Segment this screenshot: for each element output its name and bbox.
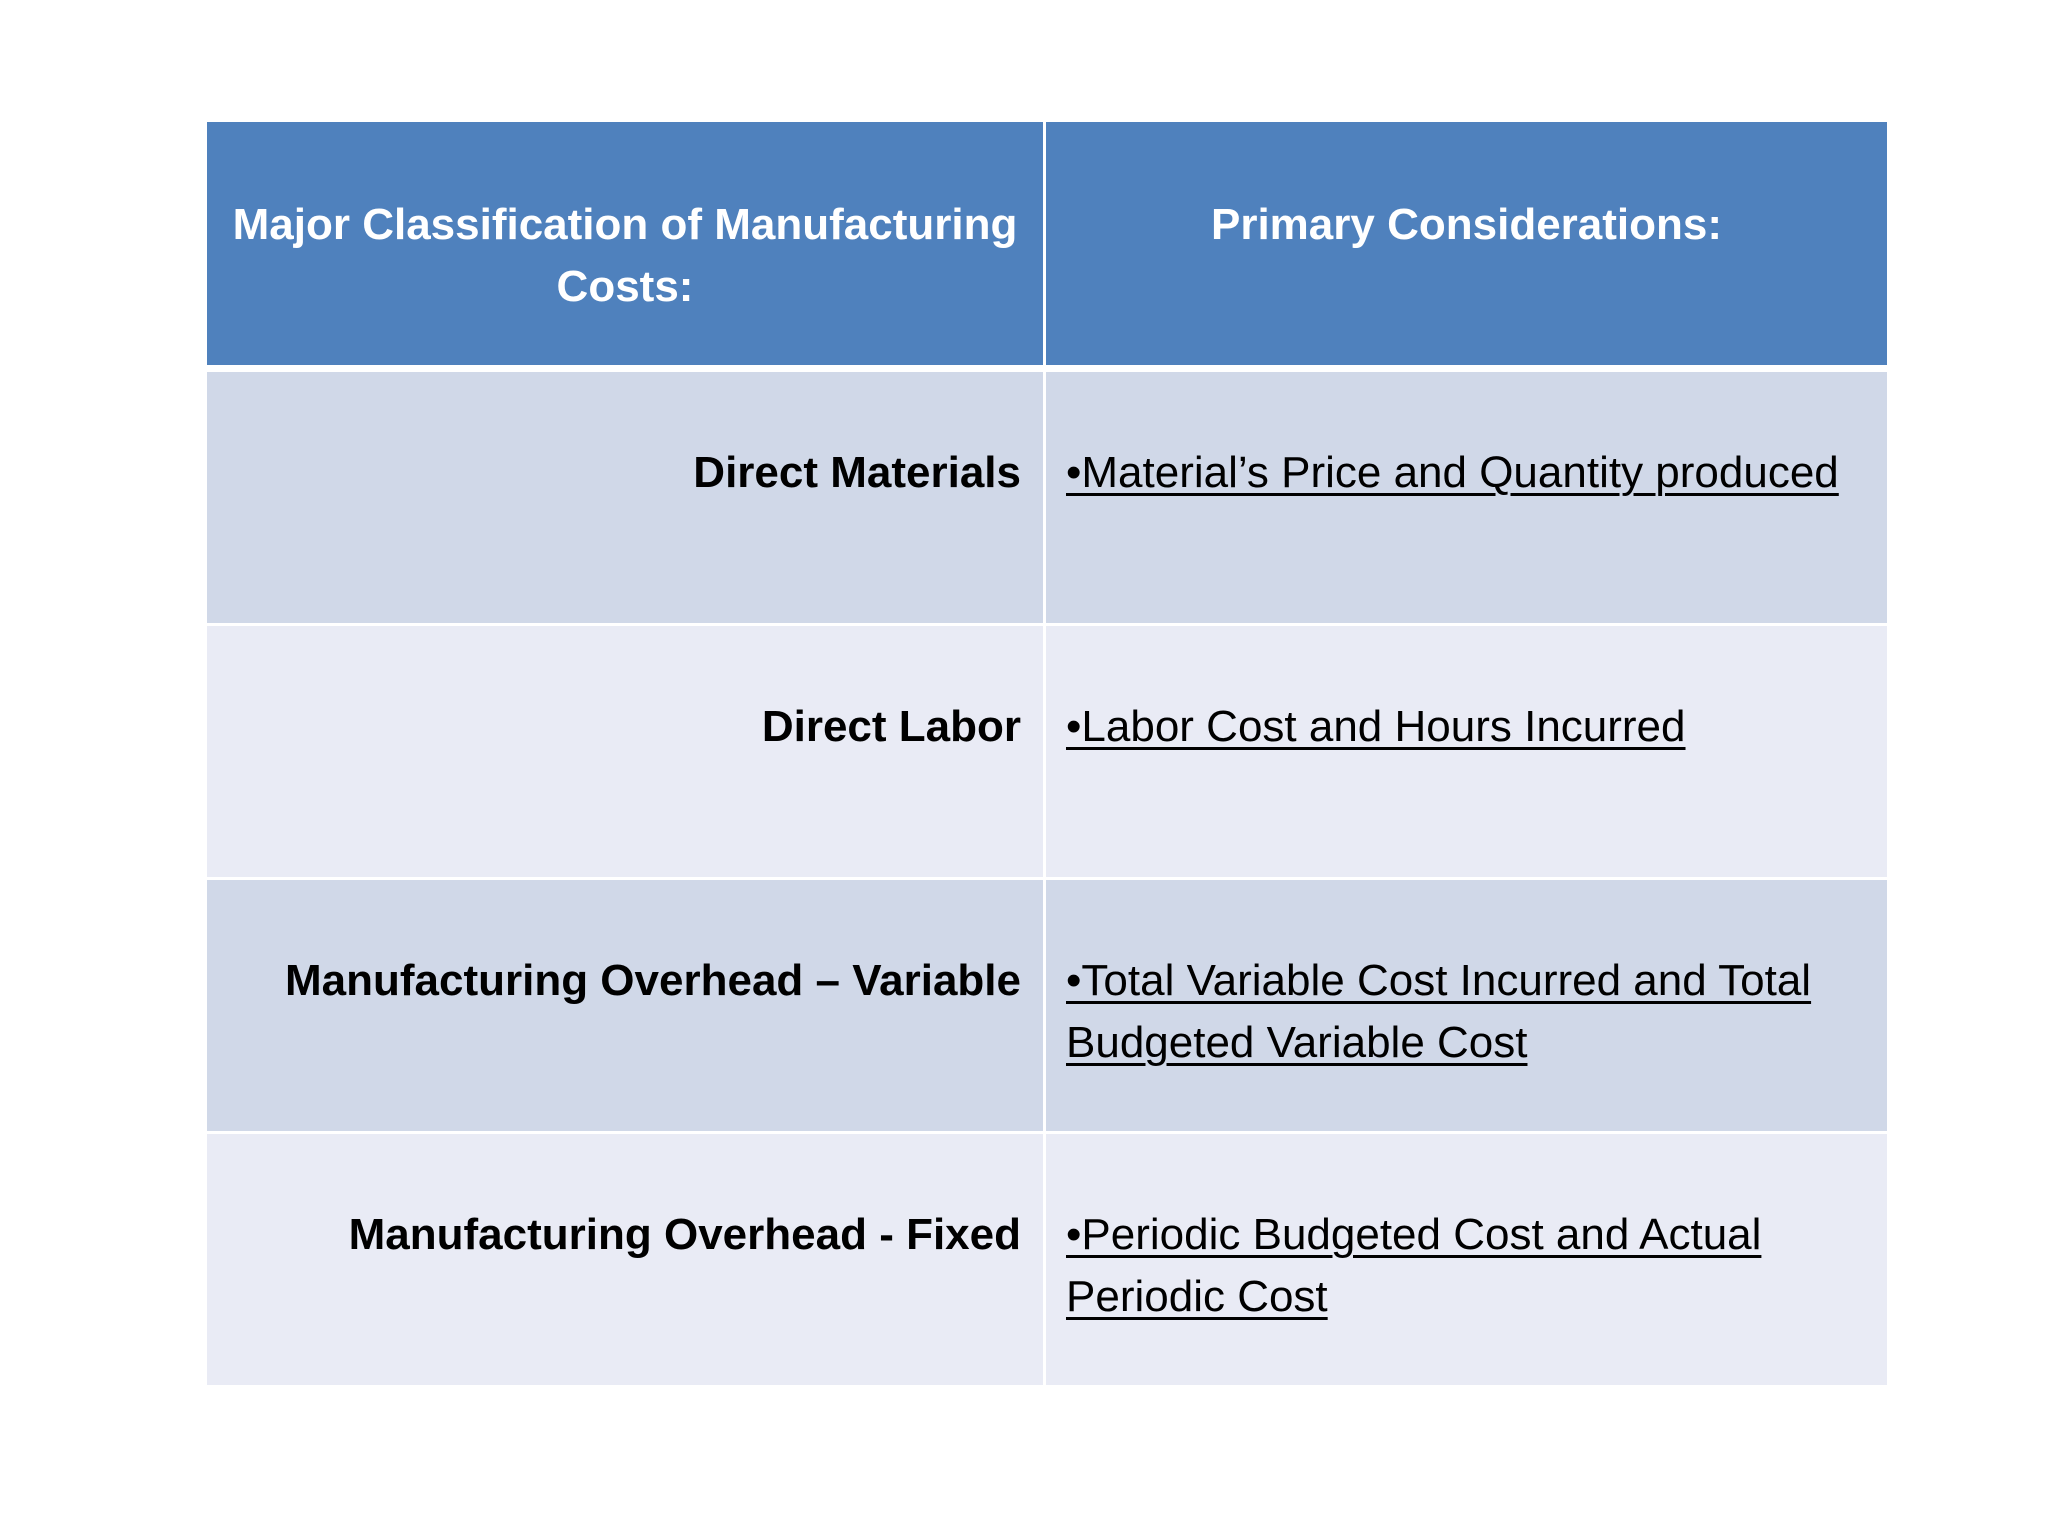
consideration-text: •Labor Cost and Hours Incurred [1066, 702, 1686, 751]
manufacturing-costs-table [207, 122, 1887, 1388]
consideration-cell [1046, 880, 1887, 1134]
table-row [207, 1134, 1887, 1388]
classification-cell: Direct Labor [207, 626, 1046, 880]
table-header-row [207, 122, 1887, 372]
consideration-text: •Material’s Price and Quantity produced [1066, 448, 1839, 497]
classification-cell: Manufacturing Overhead - Fixed [207, 1134, 1046, 1388]
header-considerations: Primary Considerations: [1046, 122, 1887, 372]
table-row [207, 880, 1887, 1134]
classification-cell: Direct Materials [207, 372, 1046, 626]
consideration-cell [1046, 626, 1887, 880]
table-row [207, 372, 1887, 626]
header-classification: Major Classification of Manufacturing Costs: [207, 122, 1046, 372]
consideration-cell [1046, 1134, 1887, 1388]
consideration-text: •Periodic Budgeted Cost and Actual Periodic Cost [1066, 1210, 1762, 1321]
classification-cell: Manufacturing Overhead – Variable [207, 880, 1046, 1134]
table-row [207, 626, 1887, 880]
consideration-cell [1046, 372, 1887, 626]
consideration-text: •Total Variable Cost Incurred and Total Budgeted Variable Cost [1066, 956, 1812, 1067]
